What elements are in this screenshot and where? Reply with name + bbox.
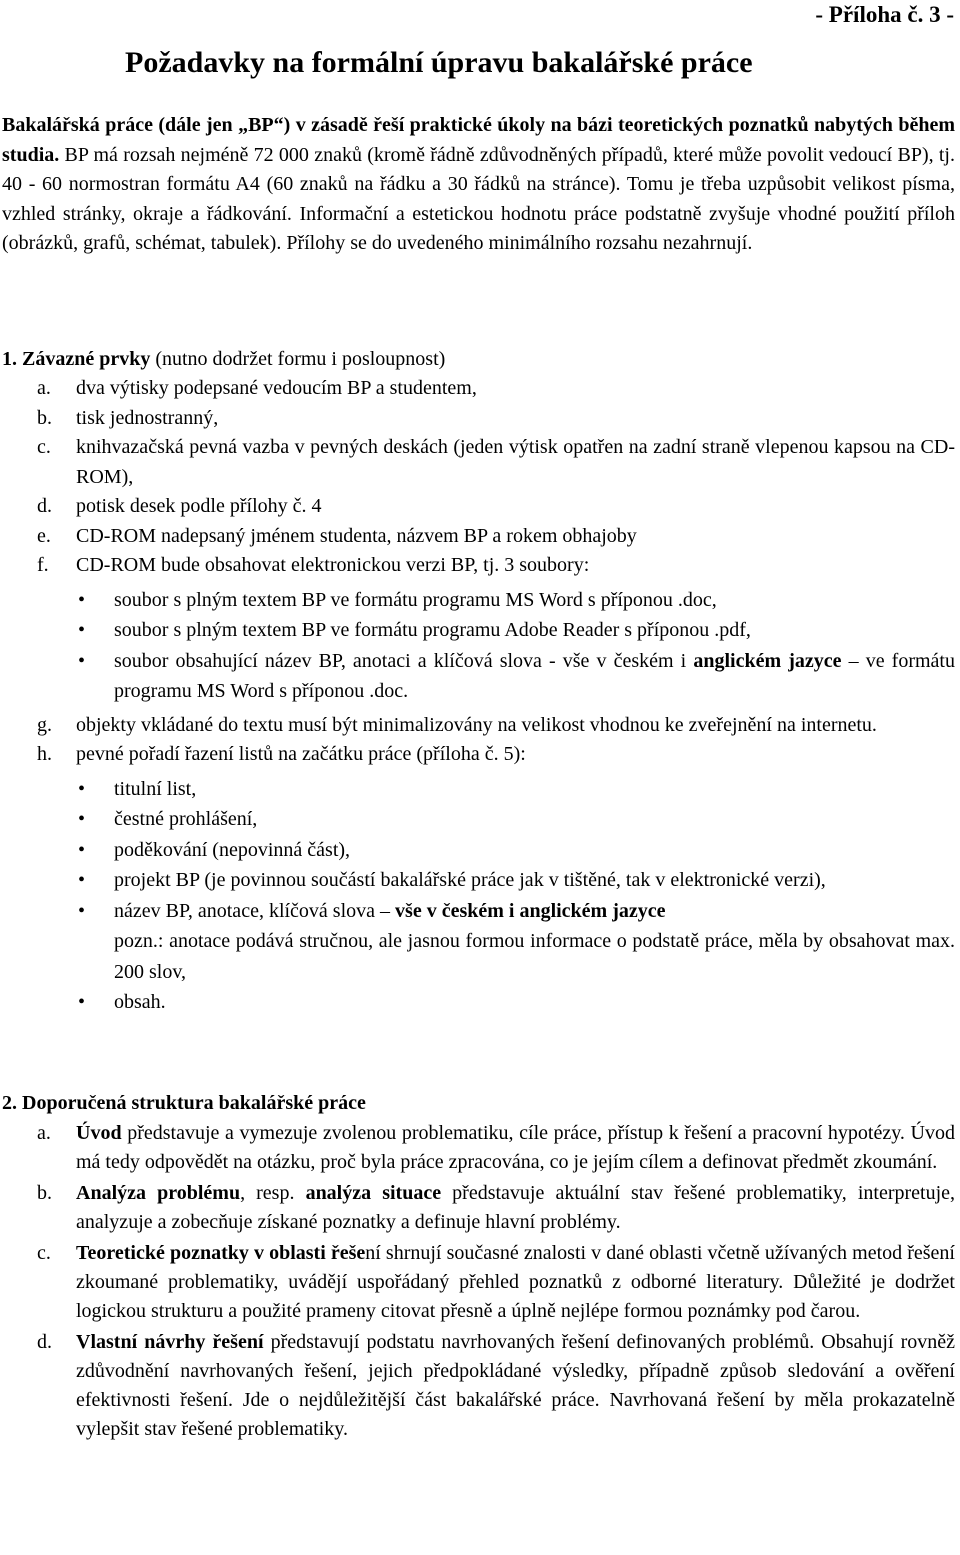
page-title: Požadavky na formální úpravu bakalářské práce xyxy=(125,46,753,79)
item-bold-text: Úvod xyxy=(76,1122,122,1144)
item-marker: c. xyxy=(37,436,51,458)
intro-paragraph xyxy=(2,111,955,259)
bullet-text: titulní list, xyxy=(114,777,197,800)
intro-text: BP má rozsah nejméně 72 000 znaků (kromě řádně zdůvodněných případů, které může povolit vedoucí BP), tj. 40 - 60 normostran formátu A4 (60 znaků na řádku a 30 řádků na stránce). Tomu je třeba uzpůsobit velikost písma, vzhled stránky, okraje a řádkování. Informační a estetickou hodnotu práce podstatně zvyšuje vhodné použití příloh (obrázků, grafů, schémat, tabulek). Přílohy se do uvedeného minimálního rozsahu nezahrnují. xyxy=(2,143,955,255)
item-marker: b. xyxy=(37,1182,52,1204)
bullet-icon: • xyxy=(78,649,86,672)
bullet-text: čestné prohlášení, xyxy=(114,808,258,830)
item-text: objekty vkládané do textu musí být minimalizovány na velikost vhodnou ke zveřejnění na internetu. xyxy=(76,713,877,736)
section1-title: Závazné prvky xyxy=(22,348,151,370)
bullet-icon: • xyxy=(78,619,86,641)
bullet-item xyxy=(0,774,955,805)
item-text: představují podstatu navrhovaných řešení definovaných problémů. Obsahují rovněž zdůvodnění navrhovaných řešení, jejich předpokládané výsledky, případně způsob sledování a ověření efektivnosti řešení. Jde o nejdůležitější část bakalářské práce. Navrhovaná řešení by měla prokazatelně vylepšit stav řešené problematiky. xyxy=(76,1331,955,1440)
bullet-item xyxy=(0,835,955,866)
list-item xyxy=(0,404,955,434)
item-marker: d. xyxy=(37,1331,52,1353)
annex-label: - Příloha č. 3 - xyxy=(815,2,954,27)
item-bold-text: Teoretické poznatky v oblasti řeše xyxy=(76,1242,366,1264)
bullet-text: název BP, anotace, klíčová slova – xyxy=(114,899,396,922)
item-text: představuje a vymezuje zvolenou problematiku, cíle práce, přístup k řešení a pracovní hypotézy. Úvod má tedy odpovědět na otázku, proč byla práce zpracována, co je jejím cílem a definovat předmět zkoumání. xyxy=(76,1122,955,1173)
bullet-text: soubor s plným textem BP ve formátu programu MS Word s příponou .doc, xyxy=(114,588,717,611)
bullet-icon: • xyxy=(78,899,86,922)
item-text: CD-ROM nadepsaný jménem studenta, názvem BP a rokem obhajoby xyxy=(76,524,637,547)
section2-list xyxy=(0,1119,955,1444)
item-marker: d. xyxy=(37,495,52,517)
bullet-bold-text: anglickém jazyce xyxy=(693,649,842,672)
bullet-icon: • xyxy=(78,588,86,611)
item-marker: g. xyxy=(37,713,52,736)
item-marker: a. xyxy=(37,1122,51,1144)
list-item xyxy=(0,522,955,552)
bullet-text: soubor obsahující název BP, anotaci a klíčová slova - vše v českém i xyxy=(114,649,694,672)
section1-list xyxy=(0,374,955,1022)
section2-number: 2. xyxy=(2,1092,17,1114)
page-order-list xyxy=(76,774,955,1018)
bullet-icon: • xyxy=(78,808,86,830)
bullet-text: projekt BP (je povinnou součástí bakalářské práce jak v tištěné, tak v elektronické verzi), xyxy=(114,869,826,891)
item-text: pevné pořadí řazení listů na začátku práce (příloha č. 5): xyxy=(76,743,526,765)
bullet-icon: • xyxy=(78,991,86,1013)
section2-title: Doporučená struktura bakalářské práce xyxy=(22,1092,366,1114)
bullet-text: soubor s plným textem BP ve formátu programu Adobe Reader s příponou .pdf, xyxy=(114,619,751,641)
item-marker: b. xyxy=(37,406,52,429)
bullet-item xyxy=(0,896,955,988)
item-text: , resp. xyxy=(240,1182,306,1204)
section1-heading xyxy=(2,345,445,375)
bullet-icon: • xyxy=(78,838,86,861)
bullet-item xyxy=(0,615,955,646)
item-text: ní shrnují současné znalosti v dané oblasti včetně užívaných metod řešení zkoumané problematiky, uvádějí uspořádaný přehled poznatků z odborné literatury. Důležité je dodržet logickou strukturu a použité prameny citovat přesně a úplně nejlépe formou poznámky pod čarou. xyxy=(76,1242,955,1322)
section2-heading xyxy=(2,1089,366,1119)
bullet-text: – ve formátu programu MS Word s příponou .doc. xyxy=(114,649,955,702)
item-text: knihvazačská pevná vazba v pevných deskách (jeden výtisk opatřen na zadní straně vlepenou kapsou na CD-ROM), xyxy=(76,436,955,488)
section1-number: 1. xyxy=(2,348,17,370)
item-bold-text: Analýza problému xyxy=(76,1182,241,1204)
bullet-icon: • xyxy=(78,777,86,800)
list-item xyxy=(0,374,955,404)
bullet-item xyxy=(0,585,955,616)
bullet-icon: • xyxy=(78,869,86,891)
list-item xyxy=(0,740,955,1018)
item-text: představuje aktuální stav řešené problematiky, interpretuje, analyzuje a zobecňuje získané poznatky a definuje hlavní problémy. xyxy=(76,1182,956,1233)
item-bold-text: analýza situace xyxy=(305,1182,442,1204)
item-marker: c. xyxy=(37,1242,51,1264)
list-item xyxy=(0,492,955,522)
item-text: CD-ROM bude obsahovat elektronickou verzi BP, tj. 3 soubory: xyxy=(76,554,590,576)
item-marker: a. xyxy=(37,377,51,399)
list-item xyxy=(0,711,955,741)
bullet-bold-text: vše v českém i anglickém jazyce xyxy=(395,899,666,922)
list-item xyxy=(0,1328,955,1444)
bullet-item xyxy=(0,646,955,707)
item-text: potisk desek podle přílohy č. 4 xyxy=(76,495,322,517)
item-marker: f. xyxy=(37,554,49,576)
bullet-note: pozn.: anotace podává stručnou, ale jasnou formou informace o podstatě práce, měla by obsahovat max. 200 slov, xyxy=(114,930,955,983)
list-item xyxy=(0,1119,955,1177)
bullet-item xyxy=(0,804,955,835)
bullet-text: poděkování (nepovinná část), xyxy=(114,838,351,861)
list-item xyxy=(0,1179,955,1237)
item-text: dva výtisky podepsané vedoucím BP a studentem, xyxy=(76,377,477,399)
item-marker: e. xyxy=(37,524,51,547)
list-item xyxy=(0,433,955,492)
intro-bold-text: Bakalářská práce (dále jen „BP“) v zásadě řeší praktické úkoly na bázi teoretických poznatků nabytých během studia. xyxy=(2,114,955,166)
cd-files-list xyxy=(76,585,955,707)
section1-note: (nutno dodržet formu i posloupnost) xyxy=(150,348,446,370)
item-bold-text: Vlastní návrhy řešení xyxy=(76,1331,264,1353)
bullet-text: obsah. xyxy=(114,991,166,1013)
list-item xyxy=(0,1239,955,1326)
bullet-item xyxy=(0,865,955,896)
item-text: tisk jednostranný, xyxy=(76,406,219,429)
item-marker: h. xyxy=(37,743,52,765)
list-item xyxy=(0,551,955,707)
bullet-item xyxy=(0,987,955,1018)
